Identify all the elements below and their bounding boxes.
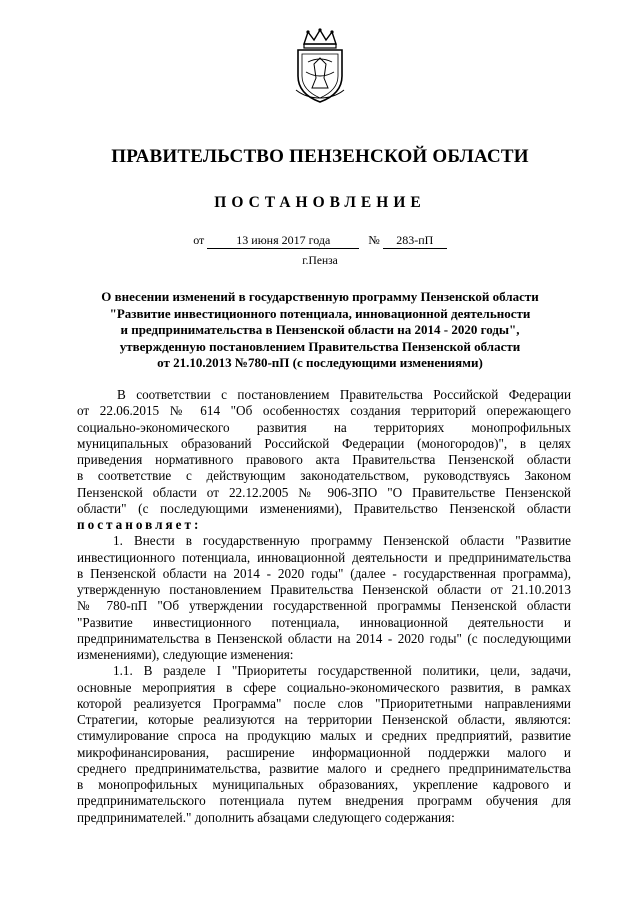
body-line: в монопрофильных муниципальных образованиях, укрепление кадрового и <box>77 777 571 792</box>
body-line: изменениями), следующие изменения: <box>77 647 294 662</box>
body-line: 1.1. В разделе I "Приоритеты государственной политики, цели, задачи, <box>113 663 571 679</box>
body-line: приведения нормативного правового акта Правительства Пензенской области <box>77 452 571 467</box>
date-value: 13 июня 2017 года <box>207 233 359 249</box>
body-line: предпринимательства в Пензенской области на 2014 - 2020 годы" (с последующими <box>77 630 571 646</box>
body-line: Стратегии, которые реализуются на территории Пензенской области, являются: <box>77 712 571 727</box>
body-line: области" (с последующими изменениями), Правительство Пензенской области <box>77 500 571 516</box>
body-line: социально-экономического развития на территориях монопрофильных <box>77 419 571 435</box>
heading-line: О внесении изменений в государственную программу Пензенской области <box>101 289 539 304</box>
heading-line: от 21.10.2013 №780-пП (с последующими изменениями) <box>157 355 483 370</box>
body-line: инвестиционного потенциала, инновационной деятельности и предпринимательства <box>77 549 571 565</box>
body-line: предпринимательского потенциала путем внедрения программ обучения для <box>77 793 571 809</box>
resolves-word: постановляет: <box>77 517 202 532</box>
body-line: которой реализуется Программа" после слов "Приоритетными направлениями <box>77 695 571 711</box>
body-line: среднего предпринимательства, развитие малого и среднего предпринимательства <box>77 760 571 776</box>
document-type: ПОСТАНОВЛЕНИЕ <box>214 194 426 211</box>
body-line: В соответствии с постановлением Правительства Российской Федерации <box>117 387 571 402</box>
heading-line: утвержденную постановлением Правительства Пензенской области <box>119 338 521 354</box>
body-line: Пензенской области от 22.12.2005 № 906-ЗПО "О Правительстве Пензенской <box>77 484 571 500</box>
date-number-line <box>0 233 640 249</box>
body-line: № 780-пП "Об утверждении государственной программы Пензенской области <box>77 598 571 614</box>
date-prefix: от <box>193 233 205 247</box>
city: г.Пенза <box>302 255 338 267</box>
body-line: микрофинансирования, расширение информационной поддержки малого и <box>77 744 571 760</box>
heading-line: и предпринимательства в Пензенской области на 2014 - 2020 годы", <box>120 322 520 337</box>
body-line: основные мероприятия в сфере социально-экономического развития, в рамках <box>77 679 571 695</box>
heading-line: "Развитие инвестиционного потенциала, инновационной деятельности <box>109 305 531 321</box>
number-prefix: № <box>368 233 380 247</box>
body-line: в Пензенской области на 2014 - 2020 годы" (далее - государственная программа), <box>77 565 571 581</box>
government-title: ПРАВИТЕЛЬСТВО ПЕНЗЕНСКОЙ ОБЛАСТИ <box>111 146 529 167</box>
body-line: 1. Внести в государственную программу Пензенской области "Развитие <box>113 533 571 549</box>
coat-of-arms-icon <box>292 28 348 104</box>
body-line: утвержденную постановлением Правительства Пензенской области от 21.10.2013 <box>77 582 571 597</box>
document-heading <box>70 289 570 372</box>
document-number: 283-пП <box>383 233 447 249</box>
document-body <box>77 387 571 826</box>
body-line: муниципальных образований Российской Федерации (моногородов)", в целях <box>77 435 571 451</box>
body-line: от 22.06.2015 № 614 "Об особенностях создания территорий опережающего <box>77 403 571 419</box>
body-line: "Развитие инвестиционного потенциала, инновационной деятельности и <box>77 614 571 630</box>
body-line: стимулирование спроса на продукцию малых и средних предприятий, развитие <box>77 728 571 744</box>
body-line: предпринимателей." дополнить абзацами следующего содержания: <box>77 809 455 825</box>
body-line: в соответствие с действующим законодательством, руководствуясь Законом <box>77 468 571 484</box>
